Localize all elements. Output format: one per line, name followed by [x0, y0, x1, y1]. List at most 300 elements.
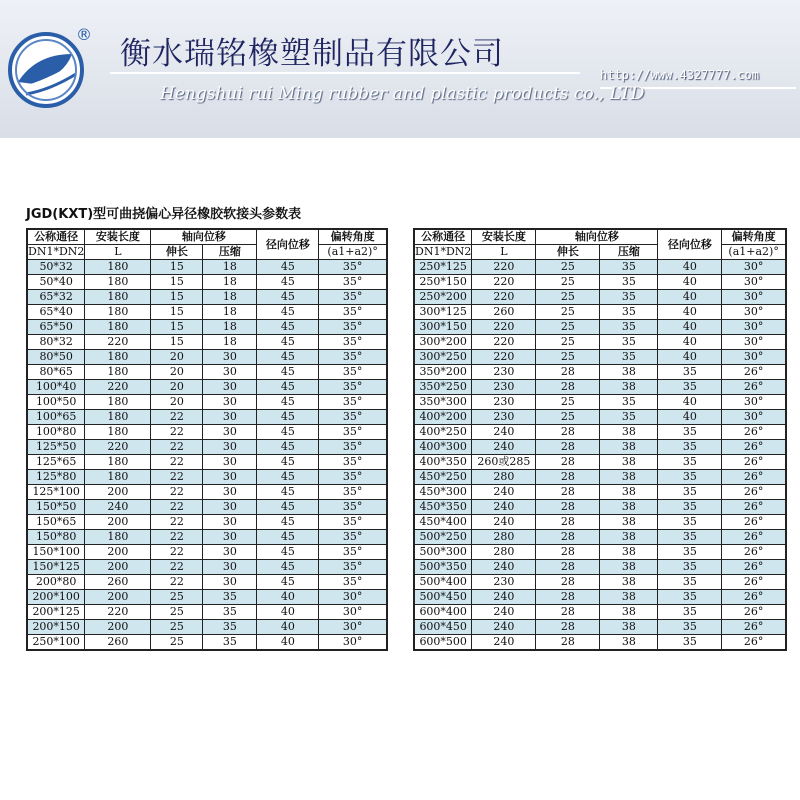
compression-cell: 30 — [203, 425, 257, 440]
extension-cell: 22 — [151, 500, 203, 515]
table-row — [414, 305, 786, 320]
table-row — [27, 260, 387, 275]
radial-cell: 35 — [658, 560, 722, 575]
radial-cell: 35 — [658, 485, 722, 500]
radial-cell: 35 — [658, 515, 722, 530]
radial-cell: 35 — [658, 455, 722, 470]
nominal-cell: 100*50 — [27, 395, 85, 410]
nominal-cell: 65*50 — [27, 320, 85, 335]
length-cell: 240 — [472, 500, 536, 515]
nominal-cell: 300*200 — [414, 335, 472, 350]
length-cell: 180 — [85, 305, 151, 320]
angle-cell: 30° — [722, 290, 786, 305]
length-cell: 280 — [472, 545, 536, 560]
nominal-cell: 80*50 — [27, 350, 85, 365]
angle-cell: 35° — [319, 350, 387, 365]
compression-cell: 30 — [203, 530, 257, 545]
extension-cell: 25 — [151, 590, 203, 605]
nominal-cell: 150*50 — [27, 500, 85, 515]
angle-cell: 30° — [722, 305, 786, 320]
length-cell: 180 — [85, 365, 151, 380]
header-banner — [0, 0, 800, 138]
table-row — [414, 425, 786, 440]
angle-cell: 35° — [319, 575, 387, 590]
compression-cell: 30 — [203, 365, 257, 380]
radial-cell: 35 — [658, 635, 722, 651]
table-row — [414, 515, 786, 530]
table-row — [414, 530, 786, 545]
length-cell: 200 — [85, 545, 151, 560]
nominal-cell: 500*350 — [414, 560, 472, 575]
angle-cell: 30° — [319, 620, 387, 635]
table-row — [414, 275, 786, 290]
radial-cell: 40 — [658, 290, 722, 305]
extension-cell: 22 — [151, 530, 203, 545]
angle-cell: 35° — [319, 530, 387, 545]
radial-cell: 40 — [658, 305, 722, 320]
table-row — [27, 500, 387, 515]
radial-cell: 45 — [257, 425, 319, 440]
length-cell: 180 — [85, 290, 151, 305]
table-row — [414, 470, 786, 485]
compression-cell: 35 — [600, 350, 658, 365]
nominal-cell: 150*100 — [27, 545, 85, 560]
radial-cell: 45 — [257, 275, 319, 290]
extension-cell: 22 — [151, 560, 203, 575]
angle-cell: 26° — [722, 365, 786, 380]
table-row — [27, 410, 387, 425]
table-row — [27, 560, 387, 575]
radial-cell: 40 — [658, 410, 722, 425]
extension-cell: 28 — [536, 455, 600, 470]
nominal-cell: 80*32 — [27, 335, 85, 350]
angle-cell: 35° — [319, 260, 387, 275]
radial-cell: 40 — [257, 605, 319, 620]
length-cell: 220 — [85, 605, 151, 620]
table-row — [27, 350, 387, 365]
table-row — [27, 530, 387, 545]
radial-cell: 35 — [658, 500, 722, 515]
angle-cell: 30° — [722, 320, 786, 335]
radial-cell: 35 — [658, 605, 722, 620]
table-row — [27, 575, 387, 590]
length-cell: 180 — [85, 455, 151, 470]
radial-cell: 45 — [257, 545, 319, 560]
table-row — [27, 305, 387, 320]
radial-cell: 40 — [658, 335, 722, 350]
length-cell: 220 — [472, 350, 536, 365]
angle-cell: 26° — [722, 500, 786, 515]
table-row — [27, 440, 387, 455]
extension-cell: 15 — [151, 260, 203, 275]
angle-cell: 26° — [722, 485, 786, 500]
spec-table-right — [413, 228, 787, 651]
extension-cell: 22 — [151, 545, 203, 560]
radial-cell: 45 — [257, 290, 319, 305]
table-row — [27, 485, 387, 500]
nominal-cell: 500*400 — [414, 575, 472, 590]
extension-cell: 20 — [151, 380, 203, 395]
length-cell: 180 — [85, 470, 151, 485]
compression-cell: 35 — [203, 590, 257, 605]
nominal-cell: 150*80 — [27, 530, 85, 545]
angle-cell: 35° — [319, 485, 387, 500]
angle-cell: 26° — [722, 470, 786, 485]
header-install-length-sub: L — [85, 245, 151, 260]
company-name-en: Hengshui rui Ming rubber and plastic products co., LTD — [160, 84, 645, 104]
compression-cell: 30 — [203, 350, 257, 365]
angle-cell: 26° — [722, 605, 786, 620]
nominal-cell: 600*500 — [414, 635, 472, 651]
extension-cell: 25 — [536, 305, 600, 320]
length-cell: 180 — [85, 260, 151, 275]
angle-cell: 35° — [319, 455, 387, 470]
table-row — [414, 410, 786, 425]
document-title: JGD(KXT)型可曲挠偏心异径橡胶软接头参数表 — [26, 207, 302, 222]
nominal-cell: 200*80 — [27, 575, 85, 590]
extension-cell: 22 — [151, 455, 203, 470]
radial-cell: 45 — [257, 575, 319, 590]
length-cell: 220 — [472, 320, 536, 335]
nominal-cell: 65*40 — [27, 305, 85, 320]
angle-cell: 35° — [319, 500, 387, 515]
angle-cell: 26° — [722, 380, 786, 395]
table-row — [414, 560, 786, 575]
extension-cell: 28 — [536, 440, 600, 455]
radial-cell: 45 — [257, 350, 319, 365]
compression-cell: 30 — [203, 410, 257, 425]
table-row — [414, 350, 786, 365]
extension-cell: 28 — [536, 425, 600, 440]
header-extension: 伸长 — [151, 245, 203, 260]
extension-cell: 28 — [536, 365, 600, 380]
angle-cell: 35° — [319, 305, 387, 320]
table-row — [414, 320, 786, 335]
extension-cell: 28 — [536, 605, 600, 620]
compression-cell: 18 — [203, 290, 257, 305]
length-cell: 230 — [472, 380, 536, 395]
angle-cell: 35° — [319, 470, 387, 485]
header-extension: 伸长 — [536, 245, 600, 260]
compression-cell: 18 — [203, 335, 257, 350]
compression-cell: 30 — [203, 440, 257, 455]
extension-cell: 15 — [151, 335, 203, 350]
angle-cell: 26° — [722, 530, 786, 545]
compression-cell: 18 — [203, 275, 257, 290]
radial-cell: 40 — [658, 275, 722, 290]
length-cell: 220 — [472, 290, 536, 305]
length-cell: 260 — [85, 575, 151, 590]
nominal-cell: 350*250 — [414, 380, 472, 395]
extension-cell: 25 — [536, 335, 600, 350]
angle-cell: 26° — [722, 575, 786, 590]
compression-cell: 35 — [203, 635, 257, 651]
nominal-cell: 400*350 — [414, 455, 472, 470]
table-row — [414, 395, 786, 410]
table-row — [414, 575, 786, 590]
table-row — [27, 470, 387, 485]
angle-cell: 35° — [319, 290, 387, 305]
length-cell: 240 — [472, 560, 536, 575]
extension-cell: 25 — [151, 605, 203, 620]
radial-cell: 40 — [257, 590, 319, 605]
compression-cell: 35 — [600, 335, 658, 350]
radial-cell: 45 — [257, 455, 319, 470]
nominal-cell: 500*450 — [414, 590, 472, 605]
compression-cell: 18 — [203, 320, 257, 335]
radial-cell: 35 — [658, 440, 722, 455]
length-cell: 220 — [472, 260, 536, 275]
radial-cell: 35 — [658, 620, 722, 635]
extension-cell: 28 — [536, 470, 600, 485]
angle-cell: 30° — [722, 410, 786, 425]
compression-cell: 30 — [203, 470, 257, 485]
table-row — [414, 485, 786, 500]
table-row — [27, 590, 387, 605]
table-row — [414, 545, 786, 560]
nominal-cell: 100*65 — [27, 410, 85, 425]
extension-cell: 22 — [151, 410, 203, 425]
table-row — [27, 320, 387, 335]
radial-cell: 45 — [257, 500, 319, 515]
header-radial: 径向位移 — [658, 229, 722, 260]
radial-cell: 35 — [658, 425, 722, 440]
compression-cell: 30 — [203, 560, 257, 575]
table-row — [414, 620, 786, 635]
angle-cell: 30° — [722, 350, 786, 365]
compression-cell: 18 — [203, 305, 257, 320]
nominal-cell: 450*250 — [414, 470, 472, 485]
angle-cell: 35° — [319, 335, 387, 350]
extension-cell: 28 — [536, 635, 600, 651]
angle-cell: 30° — [722, 260, 786, 275]
length-cell: 240 — [472, 425, 536, 440]
extension-cell: 15 — [151, 290, 203, 305]
compression-cell: 30 — [203, 380, 257, 395]
table-row — [27, 620, 387, 635]
nominal-cell: 200*100 — [27, 590, 85, 605]
header-axial: 轴向位移 — [151, 229, 257, 245]
radial-cell: 45 — [257, 485, 319, 500]
nominal-cell: 300*250 — [414, 350, 472, 365]
compression-cell: 38 — [600, 530, 658, 545]
extension-cell: 22 — [151, 485, 203, 500]
angle-cell: 30° — [319, 635, 387, 651]
header-install-length: 安装长度 — [85, 229, 151, 245]
extension-cell: 28 — [536, 380, 600, 395]
length-cell: 230 — [472, 410, 536, 425]
header-nominal-sub: DN1*DN2 — [415, 245, 472, 258]
length-cell: 240 — [472, 635, 536, 651]
nominal-cell: 400*200 — [414, 410, 472, 425]
angle-cell: 35° — [319, 425, 387, 440]
leaf-circle-logo-icon — [6, 24, 92, 110]
table-row — [414, 440, 786, 455]
length-cell: 230 — [472, 395, 536, 410]
length-cell: 240 — [472, 485, 536, 500]
radial-cell: 40 — [658, 260, 722, 275]
table-row — [414, 380, 786, 395]
nominal-cell: 100*40 — [27, 380, 85, 395]
radial-cell: 45 — [257, 440, 319, 455]
length-cell: 220 — [85, 440, 151, 455]
nominal-cell: 500*300 — [414, 545, 472, 560]
compression-cell: 30 — [203, 455, 257, 470]
compression-cell: 38 — [600, 425, 658, 440]
angle-cell: 30° — [722, 335, 786, 350]
length-cell: 180 — [85, 320, 151, 335]
compression-cell: 38 — [600, 485, 658, 500]
nominal-cell: 400*250 — [414, 425, 472, 440]
compression-cell: 38 — [600, 575, 658, 590]
angle-cell: 26° — [722, 425, 786, 440]
length-cell: 240 — [472, 590, 536, 605]
length-cell: 240 — [472, 440, 536, 455]
extension-cell: 28 — [536, 530, 600, 545]
compression-cell: 35 — [600, 305, 658, 320]
compression-cell: 30 — [203, 545, 257, 560]
radial-cell: 35 — [658, 575, 722, 590]
length-cell: 180 — [85, 275, 151, 290]
compression-cell: 38 — [600, 545, 658, 560]
table-row — [27, 605, 387, 620]
extension-cell: 25 — [536, 410, 600, 425]
radial-cell: 35 — [658, 470, 722, 485]
length-cell: 180 — [85, 425, 151, 440]
spec-table-left — [26, 228, 388, 651]
angle-cell: 26° — [722, 560, 786, 575]
table-row — [414, 455, 786, 470]
compression-cell: 35 — [600, 275, 658, 290]
angle-cell: 35° — [319, 275, 387, 290]
radial-cell: 45 — [257, 530, 319, 545]
table-row — [27, 365, 387, 380]
compression-cell: 35 — [600, 320, 658, 335]
table-row — [27, 275, 387, 290]
extension-cell: 25 — [151, 620, 203, 635]
length-cell: 200 — [85, 620, 151, 635]
header-compression: 压缩 — [600, 245, 658, 260]
header-nominal-sub: DN1*DN2 — [28, 245, 85, 258]
length-cell: 180 — [85, 530, 151, 545]
extension-cell: 25 — [536, 275, 600, 290]
length-cell: 180 — [85, 395, 151, 410]
extension-cell: 28 — [536, 485, 600, 500]
compression-cell: 38 — [600, 635, 658, 651]
header-axial: 轴向位移 — [536, 229, 658, 245]
angle-cell: 30° — [722, 275, 786, 290]
angle-cell: 26° — [722, 545, 786, 560]
extension-cell: 28 — [536, 560, 600, 575]
compression-cell: 38 — [600, 605, 658, 620]
nominal-cell: 600*400 — [414, 605, 472, 620]
compression-cell: 30 — [203, 575, 257, 590]
angle-cell: 35° — [319, 410, 387, 425]
table-row — [414, 635, 786, 651]
angle-cell: 35° — [319, 515, 387, 530]
angle-cell: 26° — [722, 455, 786, 470]
radial-cell: 45 — [257, 335, 319, 350]
header-install-length-sub: L — [472, 245, 536, 260]
compression-cell: 38 — [600, 620, 658, 635]
radial-cell: 40 — [658, 350, 722, 365]
extension-cell: 25 — [151, 635, 203, 651]
table-row — [27, 545, 387, 560]
header-deflection: 偏转角度 — [319, 229, 387, 245]
header-install-length: 安装长度 — [472, 229, 536, 245]
radial-cell: 45 — [257, 260, 319, 275]
extension-cell: 28 — [536, 575, 600, 590]
extension-cell: 28 — [536, 515, 600, 530]
length-cell: 260或285 — [472, 455, 536, 470]
nominal-cell: 125*65 — [27, 455, 85, 470]
length-cell: 220 — [472, 335, 536, 350]
nominal-cell: 100*80 — [27, 425, 85, 440]
nominal-cell: 200*125 — [27, 605, 85, 620]
compression-cell: 30 — [203, 515, 257, 530]
radial-cell: 45 — [257, 410, 319, 425]
extension-cell: 28 — [536, 500, 600, 515]
radial-cell: 45 — [257, 560, 319, 575]
extension-cell: 22 — [151, 440, 203, 455]
compression-cell: 38 — [600, 455, 658, 470]
extension-cell: 28 — [536, 590, 600, 605]
nominal-cell: 150*125 — [27, 560, 85, 575]
extension-cell: 25 — [536, 260, 600, 275]
nominal-cell: 50*32 — [27, 260, 85, 275]
nominal-cell: 250*150 — [414, 275, 472, 290]
table-row — [27, 380, 387, 395]
table-row — [27, 515, 387, 530]
length-cell: 220 — [85, 335, 151, 350]
compression-cell: 35 — [600, 410, 658, 425]
compression-cell: 35 — [203, 620, 257, 635]
compression-cell: 38 — [600, 380, 658, 395]
angle-cell: 30° — [319, 590, 387, 605]
table-row — [414, 605, 786, 620]
table-row — [414, 500, 786, 515]
extension-cell: 20 — [151, 365, 203, 380]
nominal-cell: 250*125 — [414, 260, 472, 275]
radial-cell: 35 — [658, 380, 722, 395]
extension-cell: 25 — [536, 395, 600, 410]
website-link[interactable]: http://www.4327777.com — [600, 68, 759, 82]
length-cell: 240 — [472, 605, 536, 620]
compression-cell: 35 — [600, 260, 658, 275]
compression-cell: 38 — [600, 440, 658, 455]
nominal-cell: 150*65 — [27, 515, 85, 530]
length-cell: 220 — [472, 275, 536, 290]
compression-cell: 38 — [600, 470, 658, 485]
header-nominal: 公称通径 — [414, 229, 472, 245]
extension-cell: 25 — [536, 290, 600, 305]
radial-cell: 45 — [257, 515, 319, 530]
table-row — [414, 290, 786, 305]
radial-cell: 35 — [658, 530, 722, 545]
radial-cell: 45 — [257, 365, 319, 380]
nominal-cell: 400*300 — [414, 440, 472, 455]
extension-cell: 25 — [536, 320, 600, 335]
radial-cell: 45 — [257, 380, 319, 395]
extension-cell: 22 — [151, 515, 203, 530]
radial-cell: 45 — [257, 305, 319, 320]
compression-cell: 30 — [203, 500, 257, 515]
table-row — [414, 335, 786, 350]
table-row — [27, 455, 387, 470]
nominal-cell: 125*80 — [27, 470, 85, 485]
angle-cell: 35° — [319, 365, 387, 380]
nominal-cell: 300*150 — [414, 320, 472, 335]
